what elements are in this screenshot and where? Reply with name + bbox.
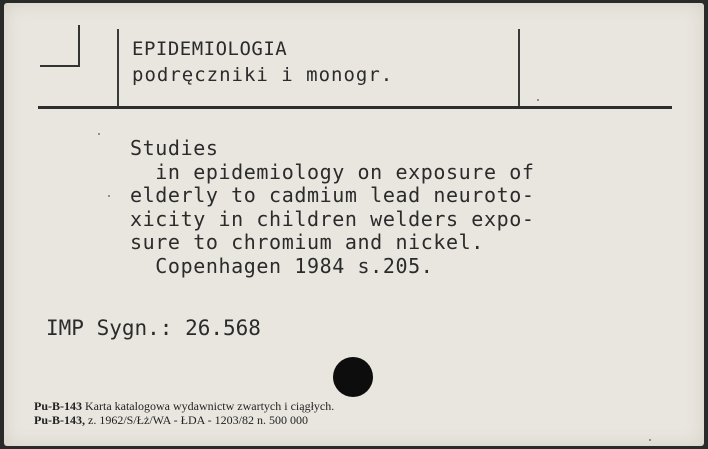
footer-text-1: Karta katalogowa wydawnictw zwartych i ciągłych. <box>85 399 335 413</box>
card-footer <box>34 399 334 427</box>
footer-line-1 <box>34 399 334 413</box>
entry-line: Copenhagen 1984 s.205. <box>130 253 434 278</box>
catalog-card <box>4 3 704 446</box>
entry-line: in epidemiology on exposure of <box>130 159 535 184</box>
category-heading: EPIDEMIOLOGIA <box>132 38 288 60</box>
paper-speck <box>537 99 539 101</box>
entry-line: sure to chromium and nickel. <box>130 230 484 254</box>
paper-speck <box>649 439 651 441</box>
punch-hole <box>333 357 373 397</box>
entry-line: elderly to cadmium lead neuroto- <box>130 183 535 207</box>
paper-speck <box>98 133 100 135</box>
entry-line: xicity in children welders expo- <box>130 206 535 231</box>
entry-line: Studies <box>130 136 219 160</box>
entry-text <box>130 137 535 278</box>
footer-text-2: z. 1962/S/Łż/WA - ŁDA - 1203/82 n. 500 000 <box>88 413 308 427</box>
corner-mark <box>40 25 80 67</box>
header-divider-left <box>117 29 119 107</box>
footer-line-2 <box>34 413 334 427</box>
subcategory-heading: podręczniki i monogr. <box>132 64 394 86</box>
footer-code-2: Pu-B-143, <box>34 413 85 427</box>
header-rule <box>38 106 672 109</box>
paper-speck <box>108 195 110 197</box>
shelf-mark: IMP Sygn.: 26.568 <box>46 316 261 340</box>
footer-code-1: Pu-B-143 <box>34 399 82 413</box>
header-divider-right <box>518 29 520 107</box>
